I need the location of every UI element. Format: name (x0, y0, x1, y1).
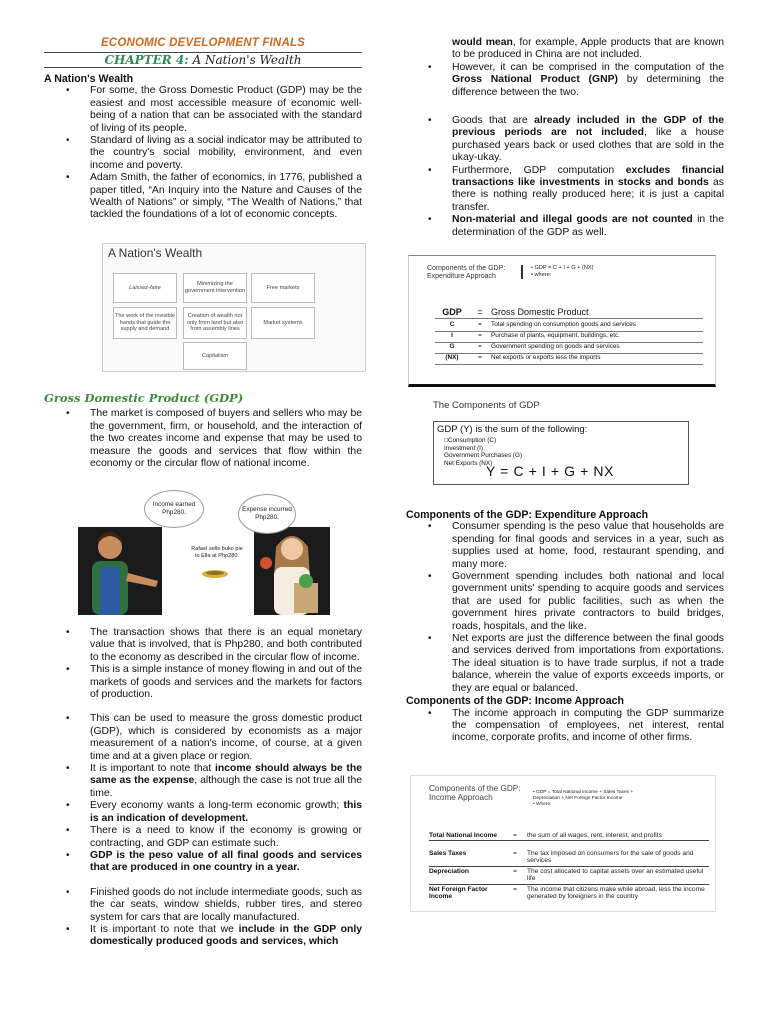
figure-panel: GDP (Y) is the sum of the following: □Consumption (C) Investment (I) Government Purchases (G) Net Exports (NX) Y = C + I + G + NX (433, 421, 689, 485)
figure-box: Free markets (251, 273, 315, 303)
transaction-caption: Rafael sells buko pie to Ella at Php280. (191, 546, 243, 559)
list-item: • The market is composed of buyers and sellers who may be the government, firm, or household, and the interaction of the two creates income and expense that may be used to measure the goods and services that flow within the economy or the circular flow of national income. (44, 408, 362, 470)
figure-formula: • GDP = Total National Income + Sales Taxes + Depreciation + Net Foreign Factor Income • Where: (533, 790, 634, 807)
gdp-sum-formula: Y = C + I + G + NX (486, 463, 615, 479)
list-item: • Net exports are just the difference between the final goods and services derived from importations from exportations. The ideal situation is to have trade surplus, if not a trade balance, wherein the value of exports exceeds imports, or they are equal or balanced. (406, 633, 724, 695)
table-row: GDP = Gross Domestic Product (435, 306, 703, 319)
list-item: • However, it can be comprised in the computation of the Gross National Product (GNP) by determining the difference between the two. (406, 62, 724, 99)
section-heading-expenditure: Components of the GDP: Expenditure Approach (406, 509, 649, 521)
table-row: Net Foreign Factor Income = The income that citizens make while abroad, less the income generated by foreigners in the country (429, 886, 705, 901)
figure-box: Minimizing the government intervention (183, 273, 247, 303)
continued-text: would mean, for example, Apple products that are known to be produced in China are not included. (452, 37, 725, 61)
list-item: • Finished goods do not include intermediate goods, such as the car seats, window shields, rubber tires, and stereo system for cars that are locally manufactured. (44, 887, 362, 924)
figure-header: Components of the GDP: Income Approach (429, 784, 521, 803)
nations-wealth-bullets (44, 85, 362, 221)
buyer-scene (254, 527, 330, 615)
figure-header: Components of the GDP: Expenditure Approach (427, 265, 506, 280)
expenditure-section (406, 509, 724, 745)
buko-pie-icon (200, 568, 230, 580)
table-row: Sales Taxes = The tax imposed on consumers for the sale of goods and services (429, 850, 709, 867)
table-row: C = Total spending on consumption goods and services (435, 319, 703, 332)
chapter-name: A Nation's Wealth (192, 53, 302, 67)
figure-expenditure-approach (408, 255, 716, 387)
table-row: Depreciation = The cost allocated to capital assets over an estimated useful life (429, 868, 709, 885)
list-item: • Every economy wants a long-term economic growth; this is an indication of development. (44, 800, 362, 825)
list-item: • There is a need to know if the economy is growing or contracting, and GDP can estimate such. (44, 825, 362, 850)
left-lower-bullets (44, 627, 362, 949)
gdp-section (44, 392, 362, 470)
figure-box: Creation of wealth not only from land but also from assembly lines (183, 307, 247, 339)
list-item: • Consumer spending is the peso value that households are spending for final goods and services in a year, such as supplies used at home, food, restaurant spending, and many more. (406, 521, 724, 571)
gdp-bullets (44, 408, 362, 470)
figure-box: Market systems (251, 307, 315, 339)
figure-title: The Components of GDP (433, 400, 540, 411)
table-row: Total National Income = the sum of all wages, rent, interest, and profits (429, 832, 709, 841)
right-column (406, 37, 724, 239)
list-item: • For some, the Gross Domestic Product (GDP) may be the easiest and most accessible measure of economic well-being of a nation that can be associated with the standard of living of its people. (44, 85, 362, 135)
list-item: • It is important to note that we include in the GDP only domestically produced goods and services, which (44, 924, 362, 949)
table-row: (NX) = Net exports or exports less the imports (435, 352, 703, 365)
list-item: • This can be used to measure the gross domestic product (GDP), which is considered by economists as a major measurement of a nation's income, of course, at a given time and at a given place or region. (44, 713, 362, 763)
list-item: • The income approach in computing the GDP summarize the compensation of employees, net interest, rental income, corporate profits, and income of other firms. (406, 708, 724, 745)
list-item: • GDP is the peso value of all final goods and services that are produced in one country in a year. (44, 850, 362, 875)
chapter-heading (44, 52, 362, 68)
figure-nations-wealth (102, 243, 366, 372)
list-item: • The transaction shows that there is an equal monetary value that is involved, that is Php280, and both contributed to the economy as described in the circular flow of income. (44, 627, 362, 664)
list-item: • Standard of living as a social indicator may be attributed to the country's social mobility, environment, and even income and poverty. (44, 135, 362, 172)
list-item: • It is important to note that income should always be the same as the expense, although the case is not true all the time. (44, 763, 362, 800)
figure-box: Laissez-faire (113, 273, 177, 303)
figure-components-sum (423, 395, 714, 495)
section-heading-income: Components of the GDP: Income Approach (406, 695, 624, 708)
buyer-illustration (254, 527, 330, 615)
figure-title: A Nation's Wealth (108, 246, 203, 260)
table-row: I = Purchase of plants, equipment, buildings, etc. (435, 330, 703, 343)
chapter-label: CHAPTER 4: (104, 53, 189, 67)
section-heading-nations-wealth: A Nation's Wealth (44, 73, 134, 85)
list-item: • Adam Smith, the father of economics, in 1776, published a paper titled, “An Inquiry into the Nature and Causes of the Wealth of Nations” or simply, “The Wealth of Nations,” that tackled the foundations of a lot of economic concepts. (44, 172, 362, 222)
figure-income-approach (410, 775, 716, 912)
table-row: G = Government spending on goods and services (435, 341, 703, 354)
document-title: ECONOMIC DEVELOPMENT FINALS (100, 37, 306, 49)
figure-formula: • GDP = C + I + G + (NX) • where: (521, 265, 593, 279)
expense-bubble: Expense incurred Php280. (238, 494, 296, 534)
list-item: • Furthermore, GDP computation excludes financial transactions like investments in stocks and bonds as there is nothing really produced here; it is just a capital transfer. (406, 165, 724, 215)
figure-box: The work of the invisible hands that guide the supply and demand (113, 307, 177, 339)
section-heading-gdp: Gross Domestic Product (GDP) (44, 391, 244, 405)
seller-scene (78, 527, 162, 615)
list-item: • Government spending includes both national and local government units' spending to acquire goods and services that are used for public facilities, such as when the government hires private contractors to build bridges, roads, hospitals, and the like. (406, 571, 724, 633)
list-item: • This is a simple instance of money flowing in and out of the markets of goods and services and the markets for factors of production. (44, 664, 362, 701)
list-item: • Non-material and illegal goods are not counted in the determination of the GDP as well. (406, 214, 724, 239)
figure-box: Capitalism (183, 342, 247, 370)
income-bubble: Income earned Php280. (144, 490, 204, 528)
list-item: • Goods that are already included in the GDP of the previous periods are not included, like a house purchased years back or used clothes that are sold in the ukay-ukay. (406, 115, 724, 165)
figure-transaction (78, 490, 330, 615)
seller-illustration (78, 527, 162, 615)
left-column (44, 73, 362, 222)
